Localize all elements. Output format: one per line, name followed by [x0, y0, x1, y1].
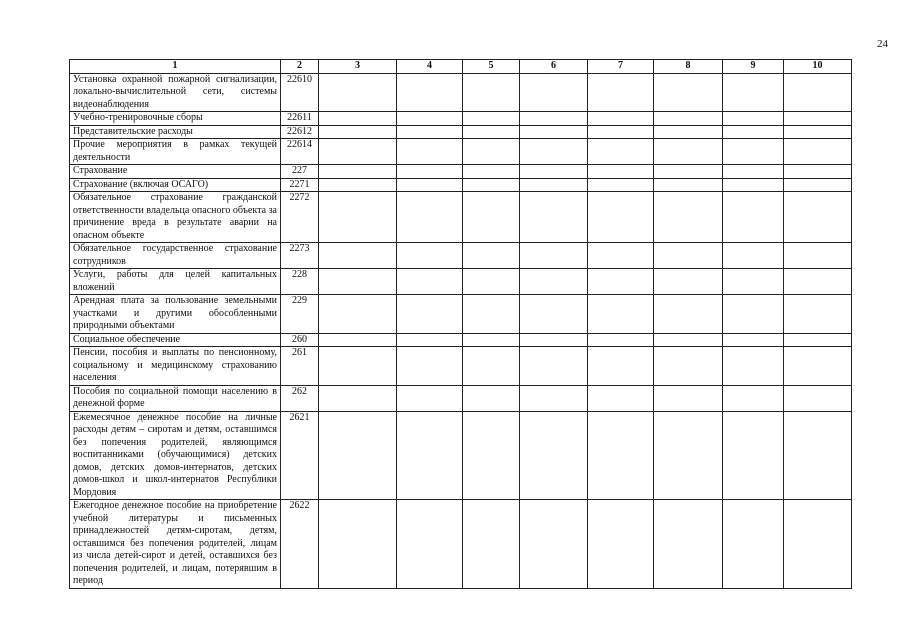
value-cell [463, 347, 520, 386]
value-cell [520, 139, 588, 165]
value-cell [654, 269, 723, 295]
row-name-cell: Пенсии, пособия и выплаты по пенсионному, социальному и медицинскому страхованию населения [70, 347, 281, 386]
table-row [70, 139, 852, 165]
value-cell [784, 139, 852, 165]
value-cell [463, 333, 520, 347]
row-code-cell: 262 [281, 385, 319, 411]
value-cell [784, 165, 852, 179]
value-cell [520, 385, 588, 411]
value-cell [319, 243, 397, 269]
value-cell [520, 165, 588, 179]
value-cell [397, 347, 463, 386]
value-cell [520, 295, 588, 334]
value-cell [588, 333, 654, 347]
value-cell [520, 112, 588, 126]
row-code-cell: 2622 [281, 500, 319, 589]
value-cell [397, 243, 463, 269]
value-cell [654, 178, 723, 192]
value-cell [319, 269, 397, 295]
row-name-cell: Пособия по социальной помощи населению в денежной форме [70, 385, 281, 411]
value-cell [588, 295, 654, 334]
value-cell [520, 243, 588, 269]
value-cell [588, 73, 654, 112]
table-row [70, 73, 852, 112]
row-code-cell: 227 [281, 165, 319, 179]
table-row [70, 269, 852, 295]
value-cell [463, 73, 520, 112]
row-code-cell: 2271 [281, 178, 319, 192]
value-cell [588, 139, 654, 165]
value-cell [723, 192, 784, 243]
value-cell [723, 385, 784, 411]
table-row [70, 192, 852, 243]
table-row [70, 500, 852, 589]
value-cell [654, 112, 723, 126]
value-cell [723, 112, 784, 126]
value-cell [784, 269, 852, 295]
value-cell [319, 139, 397, 165]
value-cell [319, 73, 397, 112]
value-cell [723, 243, 784, 269]
row-name-cell: Страхование [70, 165, 281, 179]
value-cell [397, 192, 463, 243]
value-cell [463, 243, 520, 269]
table-body [70, 73, 852, 588]
value-cell [723, 125, 784, 139]
value-cell [723, 500, 784, 589]
row-code-cell: 2621 [281, 411, 319, 500]
value-cell [588, 269, 654, 295]
row-code-cell: 2273 [281, 243, 319, 269]
value-cell [723, 139, 784, 165]
value-cell [723, 165, 784, 179]
value-cell [397, 73, 463, 112]
column-header: 10 [784, 60, 852, 74]
value-cell [654, 347, 723, 386]
value-cell [397, 165, 463, 179]
row-code-cell: 228 [281, 269, 319, 295]
value-cell [654, 333, 723, 347]
value-cell [588, 411, 654, 500]
value-cell [784, 500, 852, 589]
value-cell [319, 295, 397, 334]
table-row [70, 112, 852, 126]
value-cell [654, 295, 723, 334]
value-cell [723, 347, 784, 386]
value-cell [319, 165, 397, 179]
value-cell [463, 192, 520, 243]
value-cell [397, 178, 463, 192]
row-name-cell: Представительские расходы [70, 125, 281, 139]
value-cell [723, 333, 784, 347]
value-cell [588, 165, 654, 179]
column-header: 3 [319, 60, 397, 74]
row-code-cell: 2272 [281, 192, 319, 243]
table-row [70, 165, 852, 179]
value-cell [520, 178, 588, 192]
value-cell [784, 385, 852, 411]
value-cell [397, 411, 463, 500]
value-cell [520, 125, 588, 139]
value-cell [397, 295, 463, 334]
value-cell [397, 112, 463, 126]
row-code-cell: 261 [281, 347, 319, 386]
value-cell [319, 112, 397, 126]
value-cell [588, 178, 654, 192]
value-cell [463, 178, 520, 192]
value-cell [723, 178, 784, 192]
table-row [70, 178, 852, 192]
value-cell [463, 411, 520, 500]
table-row [70, 243, 852, 269]
value-cell [784, 125, 852, 139]
table-row [70, 295, 852, 334]
column-header: 6 [520, 60, 588, 74]
column-header: 9 [723, 60, 784, 74]
value-cell [319, 385, 397, 411]
value-cell [654, 165, 723, 179]
row-name-cell: Обязательное государственное страхование сотрудников [70, 243, 281, 269]
value-cell [654, 500, 723, 589]
row-name-cell: Прочие мероприятия в рамках текущей деятельности [70, 139, 281, 165]
table-row [70, 125, 852, 139]
column-header: 8 [654, 60, 723, 74]
value-cell [397, 333, 463, 347]
row-code-cell: 22614 [281, 139, 319, 165]
value-cell [654, 243, 723, 269]
value-cell [654, 73, 723, 112]
value-cell [784, 178, 852, 192]
column-header: 1 [70, 60, 281, 74]
value-cell [397, 269, 463, 295]
value-cell [723, 269, 784, 295]
row-name-cell: Ежегодное денежное пособие на приобретение учебной литературы и письменных принадлежностей детям-сиротам, детям, оставшимся без попечения родителей, лицам из числа детей-сирот и детей, оставшихся без попечения родителей, и лицам, потерявшим в период [70, 500, 281, 589]
table-row [70, 411, 852, 500]
table-row [70, 385, 852, 411]
value-cell [784, 295, 852, 334]
value-cell [319, 347, 397, 386]
value-cell [319, 192, 397, 243]
column-header: 7 [588, 60, 654, 74]
value-cell [784, 243, 852, 269]
row-name-cell: Услуги, работы для целей капитальных вложений [70, 269, 281, 295]
value-cell [723, 411, 784, 500]
row-name-cell: Установка охранной пожарной сигнализации, локально-вычислительной сети, системы видеонаблюдения [70, 73, 281, 112]
value-cell [588, 125, 654, 139]
value-cell [463, 295, 520, 334]
value-cell [784, 411, 852, 500]
column-header: 5 [463, 60, 520, 74]
row-code-cell: 260 [281, 333, 319, 347]
table-row [70, 347, 852, 386]
value-cell [319, 411, 397, 500]
row-name-cell: Арендная плата за пользование земельными участками и другими обособленными природными объектами [70, 295, 281, 334]
value-cell [588, 500, 654, 589]
row-name-cell: Учебно-тренировочные сборы [70, 112, 281, 126]
value-cell [520, 73, 588, 112]
value-cell [784, 333, 852, 347]
value-cell [588, 192, 654, 243]
value-cell [654, 192, 723, 243]
value-cell [588, 112, 654, 126]
value-cell [520, 333, 588, 347]
page-number: 24 [877, 38, 888, 50]
value-cell [520, 269, 588, 295]
value-cell [654, 385, 723, 411]
row-name-cell: Ежемесячное денежное пособие на личные расходы детям – сиротам и детям, оставшимся без попечения родителей, являющимся воспитанниками (обучающимися) детских домов, детских домов-интернатов, детских домов-школ и школ-интернатов Республики Мордовия [70, 411, 281, 500]
row-code-cell: 229 [281, 295, 319, 334]
value-cell [319, 125, 397, 139]
value-cell [588, 385, 654, 411]
value-cell [463, 125, 520, 139]
value-cell [397, 500, 463, 589]
column-header: 4 [397, 60, 463, 74]
row-name-cell: Обязательное страхование гражданской ответственности владельца опасного объекта за причинение вреда в результате аварии на опасном объекте [70, 192, 281, 243]
column-header: 2 [281, 60, 319, 74]
value-cell [319, 333, 397, 347]
value-cell [723, 73, 784, 112]
value-cell [723, 295, 784, 334]
value-cell [463, 165, 520, 179]
row-name-cell: Страхование (включая ОСАГО) [70, 178, 281, 192]
value-cell [463, 385, 520, 411]
value-cell [397, 125, 463, 139]
value-cell [784, 112, 852, 126]
value-cell [397, 385, 463, 411]
row-code-cell: 22611 [281, 112, 319, 126]
value-cell [654, 125, 723, 139]
value-cell [463, 112, 520, 126]
value-cell [520, 347, 588, 386]
budget-table [69, 59, 852, 589]
value-cell [463, 500, 520, 589]
value-cell [654, 139, 723, 165]
value-cell [784, 73, 852, 112]
row-name-cell: Социальное обеспечение [70, 333, 281, 347]
value-cell [520, 500, 588, 589]
value-cell [588, 347, 654, 386]
value-cell [520, 411, 588, 500]
value-cell [463, 269, 520, 295]
value-cell [463, 139, 520, 165]
value-cell [520, 192, 588, 243]
value-cell [588, 243, 654, 269]
value-cell [319, 178, 397, 192]
row-code-cell: 22610 [281, 73, 319, 112]
value-cell [654, 411, 723, 500]
row-code-cell: 22612 [281, 125, 319, 139]
table-row [70, 333, 852, 347]
value-cell [319, 500, 397, 589]
value-cell [397, 139, 463, 165]
header-row [70, 60, 852, 74]
value-cell [784, 192, 852, 243]
value-cell [784, 347, 852, 386]
